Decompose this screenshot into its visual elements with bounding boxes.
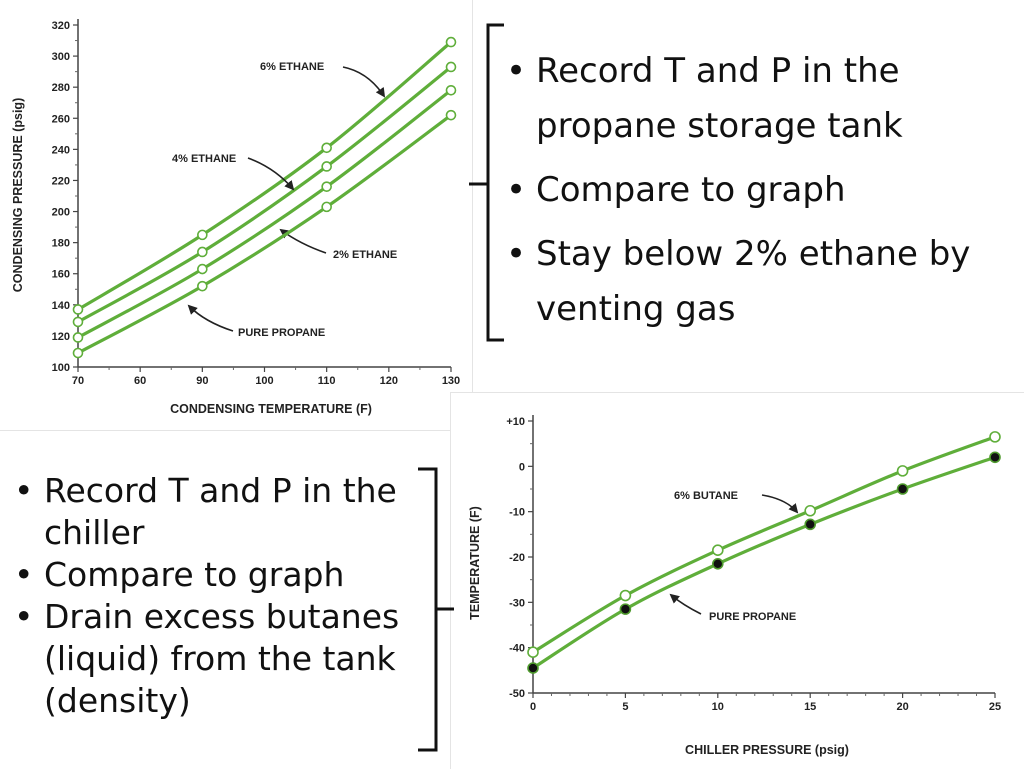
series-line-pure-propane [533,457,995,668]
data-point-pure-propane [74,349,83,358]
data-point-pure-propane [805,519,815,529]
data-point-4-ethane [74,317,83,326]
series-label-2-ethane: 2% ETHANE [333,249,398,261]
data-point-6-butane [805,506,815,516]
x-tick-label: 20 [896,701,909,713]
series-label-4-ethane: 4% ETHANE [172,153,237,165]
storage-tank-bullet-list [500,44,980,346]
data-point-6-butane [713,545,723,555]
y-tick-label: 120 [51,330,70,343]
data-point-2-ethane [447,86,456,95]
bullet-compare-graph-bottom: • Compare to graph [8,554,428,596]
data-point-pure-propane [620,604,630,614]
data-point-pure-propane [713,559,723,569]
x-tick-label: 25 [988,701,1002,713]
y-tick-label: -20 [509,552,525,564]
chiller-temperature-chart-svg [451,393,1024,769]
y-tick-label: -50 [509,688,525,700]
x-tick-label: 90 [196,375,209,387]
x-tick-label: 0 [529,701,537,713]
series-label-arrow-4-ethane [248,158,293,189]
x-tick-label: 110 [317,375,336,387]
data-point-pure-propane [990,452,1000,462]
data-point-6-ethane [447,38,456,47]
y-tick-label: 240 [51,144,70,157]
y-tick-label: 160 [51,268,70,281]
series-line-6-ethane [78,42,451,309]
x-tick-label: 60 [134,375,147,387]
series-label-pure-propane: PURE PROPANE [709,611,797,623]
data-point-pure-propane [198,282,207,291]
y-tick-label: 0 [518,461,525,474]
series-line-pure-propane [78,115,451,353]
series-label-6-ethane: 6% ETHANE [260,61,325,73]
data-point-4-ethane [447,62,456,71]
data-point-2-ethane [74,333,83,342]
data-point-pure-propane [898,484,908,494]
series-label-arrow-6-butane [762,495,797,512]
series-label-pure-propane: PURE PROPANE [238,327,326,339]
bullet-record-tank: • Record T and P in the propane storage tank [500,44,980,154]
y-axis-title: CONDENSING PRESSURE (psig) [11,97,25,293]
data-point-6-butane [990,432,1000,442]
y-tick-label: -30 [509,597,525,610]
y-tick-label: 280 [51,82,70,95]
y-tick-label: -10 [509,506,525,519]
y-tick-label: 140 [51,299,70,312]
x-tick-label: 70 [71,375,85,387]
data-point-2-ethane [322,182,331,191]
x-tick-label: 15 [804,701,817,713]
y-tick-label: 200 [51,206,70,219]
y-tick-label: -40 [509,642,525,655]
data-point-4-ethane [322,162,331,171]
data-point-6-butane [620,591,630,601]
data-point-2-ethane [198,265,207,274]
bullet-drain-butanes: • Drain excess butanes (liquid) from the tank (density) [8,596,428,722]
y-tick-label: 100 [51,362,70,374]
data-point-pure-propane [528,663,538,673]
condensing-pressure-chart-svg [0,0,472,430]
y-tick-label: 180 [51,237,70,250]
x-tick-label: 5 [622,701,629,713]
data-point-4-ethane [198,247,207,256]
x-axis-title: CHILLER PRESSURE (psig) [685,743,849,757]
x-tick-label: 120 [379,375,399,387]
series-label-arrow-pure-propane [671,595,701,614]
right-brace-bottom [414,466,456,754]
bullet-compare-graph-top: • Compare to graph [500,163,980,218]
data-point-6-ethane [198,230,207,239]
series-label-arrow-pure-propane [189,306,233,331]
x-tick-label: 100 [255,375,274,387]
chiller-bullet-list [8,470,428,722]
x-tick-label: 10 [711,701,724,713]
data-point-6-butane [898,466,908,476]
y-tick-label: 260 [51,113,70,126]
bullet-record-chiller: • Record T and P in the chiller [8,470,428,554]
data-point-6-butane [528,647,538,657]
y-tick-label: +10 [506,416,525,428]
y-tick-label: 300 [51,51,70,64]
series-label-6-butane: 6% BUTANE [674,490,738,502]
bullet-stay-below-ethane: • Stay below 2% ethane by venting gas [500,227,980,337]
data-point-6-ethane [322,143,331,152]
x-axis-title: CONDENSING TEMPERATURE (F) [170,402,372,416]
series-label-arrow-6-ethane [343,67,384,96]
y-axis-title: TEMPERATURE (F) [468,506,482,620]
data-point-6-ethane [74,305,83,314]
data-point-pure-propane [322,202,331,211]
condensing-pressure-chart [0,0,473,431]
series-line-2-ethane [78,90,451,337]
chiller-temperature-chart [450,392,1024,769]
y-tick-label: 320 [51,20,70,32]
data-point-pure-propane [447,111,456,120]
x-tick-label: 130 [441,375,461,387]
y-tick-label: 220 [51,175,70,188]
